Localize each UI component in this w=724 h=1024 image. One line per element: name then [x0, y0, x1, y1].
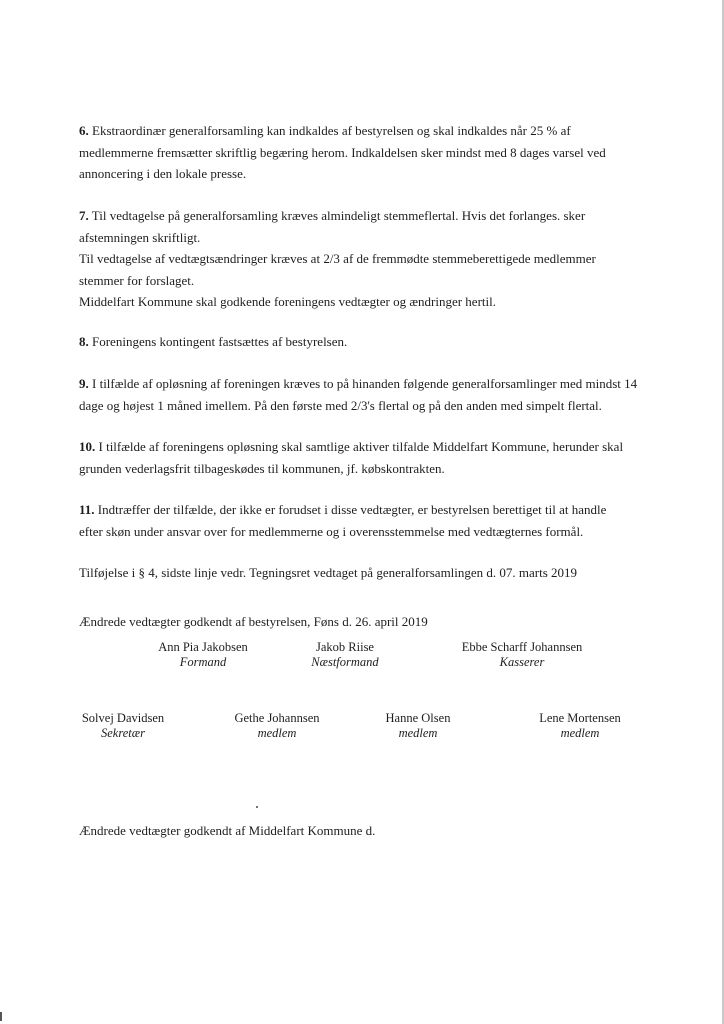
- signatory-naestformand: [260, 640, 430, 670]
- section-9: [79, 373, 659, 416]
- section-text: efter skøn under ansvar over for medlemmerne og i overensstemmelse med vedtægternes formål.: [79, 523, 584, 539]
- scan-speck: [256, 806, 258, 808]
- section-number: 8.: [79, 334, 89, 349]
- signatory-role: Sekretær: [101, 726, 145, 740]
- section-text: Middelfart Kommune skal godkende foreningens vedtægter og ændringer hertil.: [79, 294, 496, 309]
- signatory-role: medlem: [560, 726, 600, 740]
- section-number: 9.: [79, 376, 89, 391]
- signatory-role: Formand: [179, 655, 227, 669]
- section-number: 7.: [79, 208, 89, 223]
- section-text: Ekstraordinær generalforsamling kan indkaldes af bestyrelsen og skal indkaldes når 25 % af: [92, 123, 571, 138]
- signatory-kasserer: [437, 640, 607, 670]
- section-text: Foreningens kontingent fastsættes af bestyrelsen.: [92, 334, 348, 349]
- scan-mark: [0, 1012, 2, 1021]
- section-6: [79, 120, 659, 185]
- section-text: medlemmerne fremsætter skriftlig begæring herom. Indkaldelsen sker mindst med 8 dages varsel ved: [79, 144, 606, 160]
- section-8: [79, 331, 659, 353]
- section-text: Indtræffer der tilfælde, der ikke er forudset i disse vedtægter, er bestyrelsen berettiget til at handle: [97, 502, 607, 517]
- section-text: stemmer for forslaget.: [79, 272, 195, 288]
- section-number: 11.: [79, 502, 95, 517]
- signatory-role: Næstformand: [311, 655, 379, 669]
- section-number: 10.: [79, 439, 96, 454]
- section-text: Til vedtagelse på generalforsamling kræves almindeligt stemmeflertal. Hvis det forlanges. sker: [91, 208, 586, 223]
- signatory-role: Kasserer: [499, 655, 545, 669]
- section-7: [79, 205, 659, 313]
- section-text: afstemningen skriftligt.: [79, 229, 201, 245]
- signatory-sekretaer: [38, 711, 208, 741]
- signatory-name: Ebbe Scharff Johannsen: [461, 640, 583, 654]
- signatory-name: Ann Pia Jakobsen: [158, 640, 248, 654]
- municipality-approval-line: Ændrede vedtægter godkendt af Middelfart Kommune d.: [79, 823, 376, 838]
- section-number: 6.: [79, 123, 89, 138]
- signatory-role: medlem: [398, 726, 438, 740]
- section-text: annoncering i den lokale presse.: [79, 166, 247, 181]
- signatory-name: Solvej Davidsen: [81, 711, 165, 725]
- signatory-name: Jakob Riise: [316, 640, 374, 654]
- signatory-name: Hanne Olsen: [385, 711, 451, 725]
- addendum-note: Tilføjelse i § 4, sidste linje vedr. Tegningsret vedtaget på generalforsamlingen d. 07. marts 2019: [79, 565, 578, 580]
- section-11: [79, 499, 659, 542]
- signatory-name: Lene Mortensen: [539, 711, 621, 725]
- section-text: Til vedtagelse af vedtægtsændringer kræves at 2/3 af de fremmødte stemmeberettigede medlemmer: [79, 251, 596, 266]
- section-text: dage og højest 1 måned imellem. På den første med 2/3's flertal og på den anden med simpelt flertal.: [79, 397, 602, 413]
- section-text: I tilfælde af opløsning af foreningen kræves to på hinanden følgende generalforsamlinger med mindst 14: [92, 376, 638, 391]
- section-10: [79, 436, 659, 479]
- section-text: I tilfælde af foreningens opløsning skal samtlige aktiver tilfalde Middelfart Kommune, herunder skal: [98, 439, 624, 454]
- signatory-medlem-3: [495, 711, 665, 741]
- signatory-medlem-2: [333, 711, 503, 741]
- board-approval-line: Ændrede vedtægter godkendt af bestyrelsen, Føns d. 26. april 2019: [79, 614, 428, 629]
- signatory-name: Gethe Johannsen: [234, 711, 320, 725]
- signatory-role: medlem: [257, 726, 297, 740]
- section-text: grunden vederlagsfrit tilbageskødes til kommunen, jf. købskontrakten.: [79, 460, 445, 476]
